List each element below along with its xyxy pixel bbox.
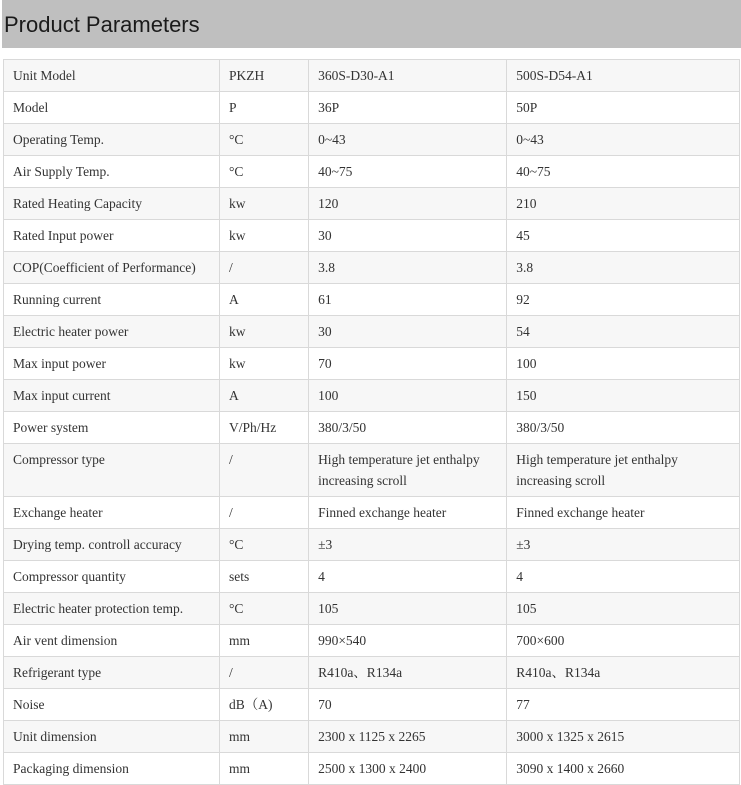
unit-cell: A <box>220 284 309 316</box>
model-a-value-cell: 70 <box>309 689 507 721</box>
table-row <box>4 316 740 348</box>
parameter-name-cell: Max input current <box>4 380 220 412</box>
unit-cell: / <box>220 657 309 689</box>
model-a-value-cell: ±3 <box>309 529 507 561</box>
model-b-value-cell: 0~43 <box>507 124 740 156</box>
model-b-value-cell: 150 <box>507 380 740 412</box>
parameter-name-cell: Power system <box>4 412 220 444</box>
unit-cell: kw <box>220 188 309 220</box>
model-b-value-cell: 700×600 <box>507 625 740 657</box>
model-a-value-cell: High temperature jet enthalpy increasing scroll <box>309 444 507 497</box>
model-a-value-cell: 380/3/50 <box>309 412 507 444</box>
model-b-value-cell: 3000 x 1325 x 2615 <box>507 721 740 753</box>
parameter-name-cell: Model <box>4 92 220 124</box>
parameter-name-cell: Noise <box>4 689 220 721</box>
parameter-name-cell: Compressor quantity <box>4 561 220 593</box>
table-row <box>4 188 740 220</box>
model-b-value-cell: 92 <box>507 284 740 316</box>
model-a-value-cell: R410a、R134a <box>309 657 507 689</box>
table-row <box>4 252 740 284</box>
model-a-value-cell: 990×540 <box>309 625 507 657</box>
model-b-value-cell: 4 <box>507 561 740 593</box>
unit-cell: / <box>220 444 309 497</box>
model-b-value-cell: 40~75 <box>507 156 740 188</box>
table-row <box>4 60 740 92</box>
unit-cell: kw <box>220 220 309 252</box>
unit-cell: P <box>220 92 309 124</box>
unit-cell: PKZH <box>220 60 309 92</box>
parameter-name-cell: Packaging dimension <box>4 753 220 785</box>
table-row <box>4 593 740 625</box>
model-a-value-cell: 4 <box>309 561 507 593</box>
model-b-value-cell: 105 <box>507 593 740 625</box>
product-parameters-table <box>3 59 740 785</box>
unit-cell: mm <box>220 753 309 785</box>
model-a-value-cell: 2300 x 1125 x 2265 <box>309 721 507 753</box>
model-a-value-cell: 105 <box>309 593 507 625</box>
parameter-name-cell: Exchange heater <box>4 497 220 529</box>
table-row <box>4 412 740 444</box>
model-b-value-cell: High temperature jet enthalpy increasing scroll <box>507 444 740 497</box>
parameter-name-cell: Drying temp. controll accuracy <box>4 529 220 561</box>
parameter-name-cell: COP(Coefficient of Performance) <box>4 252 220 284</box>
unit-cell: mm <box>220 625 309 657</box>
model-a-value-cell: 30 <box>309 316 507 348</box>
unit-cell: °C <box>220 124 309 156</box>
model-b-value-cell: 210 <box>507 188 740 220</box>
unit-cell: / <box>220 497 309 529</box>
parameter-name-cell: Rated Heating Capacity <box>4 188 220 220</box>
table-row <box>4 220 740 252</box>
model-b-value-cell: 3090 x 1400 x 2660 <box>507 753 740 785</box>
model-b-value-cell: 45 <box>507 220 740 252</box>
parameter-name-cell: Refrigerant type <box>4 657 220 689</box>
model-a-value-cell: 30 <box>309 220 507 252</box>
parameter-name-cell: Max input power <box>4 348 220 380</box>
table-row <box>4 753 740 785</box>
model-b-value-cell: ±3 <box>507 529 740 561</box>
model-a-value-cell: 100 <box>309 380 507 412</box>
model-b-value-cell: 77 <box>507 689 740 721</box>
model-b-value-cell: Finned exchange heater <box>507 497 740 529</box>
model-b-value-cell: 50P <box>507 92 740 124</box>
page-header <box>2 0 741 48</box>
unit-cell: / <box>220 252 309 284</box>
table-row <box>4 625 740 657</box>
unit-cell: kw <box>220 316 309 348</box>
unit-cell: dB（A) <box>220 689 309 721</box>
model-b-value-cell: 3.8 <box>507 252 740 284</box>
parameter-name-cell: Rated Input power <box>4 220 220 252</box>
table-row <box>4 124 740 156</box>
unit-cell: A <box>220 380 309 412</box>
model-b-value-cell: R410a、R134a <box>507 657 740 689</box>
table-row <box>4 380 740 412</box>
table-row <box>4 497 740 529</box>
parameter-name-cell: Running current <box>4 284 220 316</box>
table-row <box>4 156 740 188</box>
model-a-value-cell: 36P <box>309 92 507 124</box>
table-row <box>4 529 740 561</box>
parameter-name-cell: Unit dimension <box>4 721 220 753</box>
unit-cell: °C <box>220 529 309 561</box>
unit-cell: °C <box>220 593 309 625</box>
model-b-value-cell: 380/3/50 <box>507 412 740 444</box>
parameter-name-cell: Air vent dimension <box>4 625 220 657</box>
table-row <box>4 444 740 497</box>
model-b-value-cell: 54 <box>507 316 740 348</box>
unit-cell: °C <box>220 156 309 188</box>
unit-cell: sets <box>220 561 309 593</box>
parameter-name-cell: Unit Model <box>4 60 220 92</box>
unit-cell: kw <box>220 348 309 380</box>
table-row <box>4 689 740 721</box>
table-row <box>4 92 740 124</box>
table-row <box>4 348 740 380</box>
model-a-value-cell: 3.8 <box>309 252 507 284</box>
model-a-value-cell: 70 <box>309 348 507 380</box>
model-a-value-cell: Finned exchange heater <box>309 497 507 529</box>
table-row <box>4 657 740 689</box>
table-row <box>4 284 740 316</box>
table-row <box>4 721 740 753</box>
parameter-name-cell: Air Supply Temp. <box>4 156 220 188</box>
model-a-value-cell: 0~43 <box>309 124 507 156</box>
parameter-name-cell: Operating Temp. <box>4 124 220 156</box>
model-a-value-cell: 360S-D30-A1 <box>309 60 507 92</box>
parameter-name-cell: Electric heater power <box>4 316 220 348</box>
unit-cell: V/Ph/Hz <box>220 412 309 444</box>
parameter-name-cell: Compressor type <box>4 444 220 497</box>
model-a-value-cell: 2500 x 1300 x 2400 <box>309 753 507 785</box>
model-a-value-cell: 61 <box>309 284 507 316</box>
model-b-value-cell: 500S-D54-A1 <box>507 60 740 92</box>
model-b-value-cell: 100 <box>507 348 740 380</box>
model-a-value-cell: 40~75 <box>309 156 507 188</box>
table-row <box>4 561 740 593</box>
page-title: Product Parameters <box>4 11 200 37</box>
unit-cell: mm <box>220 721 309 753</box>
model-a-value-cell: 120 <box>309 188 507 220</box>
parameter-name-cell: Electric heater protection temp. <box>4 593 220 625</box>
